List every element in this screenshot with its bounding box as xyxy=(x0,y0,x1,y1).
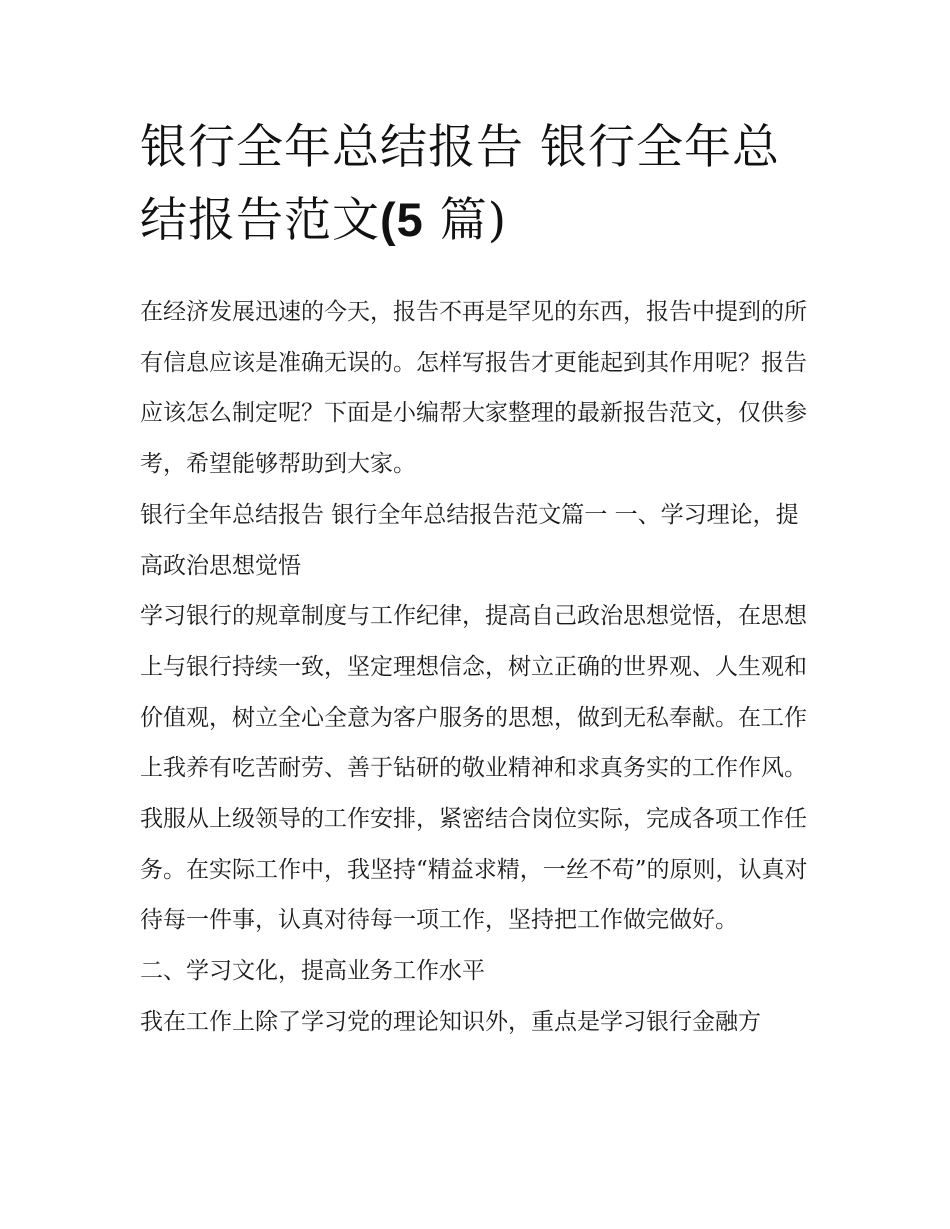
section-heading-1: 银行全年总结报告 银行全年总结报告范文篇一 一、学习理论，提高政治思想觉悟 xyxy=(140,501,799,579)
document-page xyxy=(140,112,812,1048)
document-title-suffix: 篇) xyxy=(423,193,508,248)
document-title xyxy=(140,112,812,257)
document-title-text: 银行全年总结报告 银行全年总结报告范文 xyxy=(140,120,780,248)
document-title-count: (5 xyxy=(380,193,424,246)
body-paragraph-1: 学习银行的规章制度与工作纪律，提高自己政治思想觉悟，在思想上与银行持续一致，坚定理想信念，树立正确的世界观、人生观和价值观，树立全心全意为客户服务的思想，做到无私奉献。在工作上我养有吃苦耐劳、善于钻研的敬业精神和求真务实的工作作风。我服从上级领导的工作安排，紧密结合岗位实际，完成各项工作任务。在实际工作中，我坚持“精益求精，一丝不苟”的原则，认真对待每一件事，认真对待每一项工作，坚持把工作做完做好。 xyxy=(140,603,808,934)
body-paragraph-2: 我在工作上除了学习党的理论知识外，重点是学习银行金融方 xyxy=(140,1008,761,1035)
section-heading-2: 二、学习文化，提高业务工作水平 xyxy=(140,958,485,985)
intro-paragraph: 在经济发展迅速的今天，报告不再是罕见的东西，报告中提到的所有信息应该是准确无误的。怎样写报告才更能起到其作用呢？报告应该怎么制定呢？下面是小编帮大家整理的最新报告范文，仅供参考，希望能够帮助到大家。 xyxy=(140,299,807,478)
